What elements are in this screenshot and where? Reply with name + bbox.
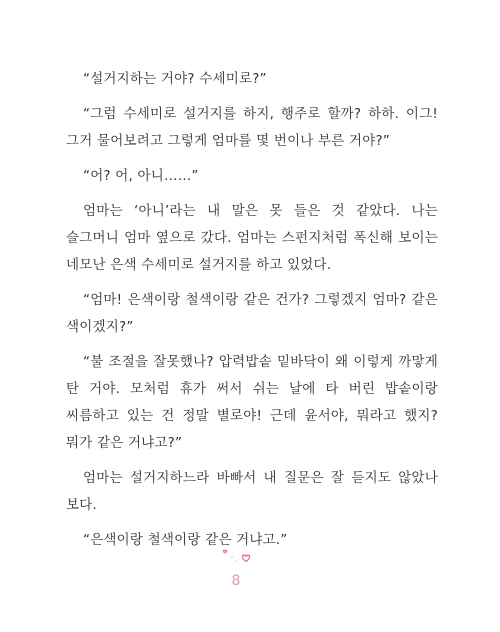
- paragraph: “설거지하는 거야? 수세미로?”: [83, 71, 267, 87]
- paragraph: 엄마는 ‘아니’라는 내 말은 못 들은 것 같았다. 나는 슬그머니 엄마 옆으로 갔다. 엄마는 스펀지처럼 폭신해 보이는 네모난 은색 수세미로 설거지를 하고 있었다.: [66, 203, 438, 273]
- paragraph: 엄마는 설거지하느라 바빠서 내 질문은 잘 듣지도 않았나 보다.: [66, 470, 438, 513]
- paragraph: “은색이랑 철색이랑 같은 거냐고.”: [83, 532, 288, 548]
- paragraph: “그럼 수세미로 설거지를 하지, 행주로 할까? 하하. 이그! 그거 물어보려고 그렇게 엄마를 몇 번이나 부른 거야?”: [66, 106, 438, 149]
- hearts-ornament-icon: [216, 545, 256, 567]
- paragraph: “엄마! 은색이랑 철색이랑 같은 건가? 그렇겠지 엄마? 같은 색이겠지?”: [66, 292, 438, 335]
- page-number: 8: [231, 573, 241, 589]
- paragraph: “불 조절을 잘못했나? 압력밥솥 밑바닥이 왜 이렇게 까맣게 탄 거야. 모처럼 휴가 써서 쉬는 날에 타 버린 밥솥이랑 씨름하고 있는 건 정말 별로야! 근데 윤서야, 뭐라고 했지? 뭐가 같은 거냐고?”: [66, 354, 438, 451]
- page-body: [66, 66, 438, 562]
- paragraph: “어? 어, 아니……”: [83, 168, 199, 184]
